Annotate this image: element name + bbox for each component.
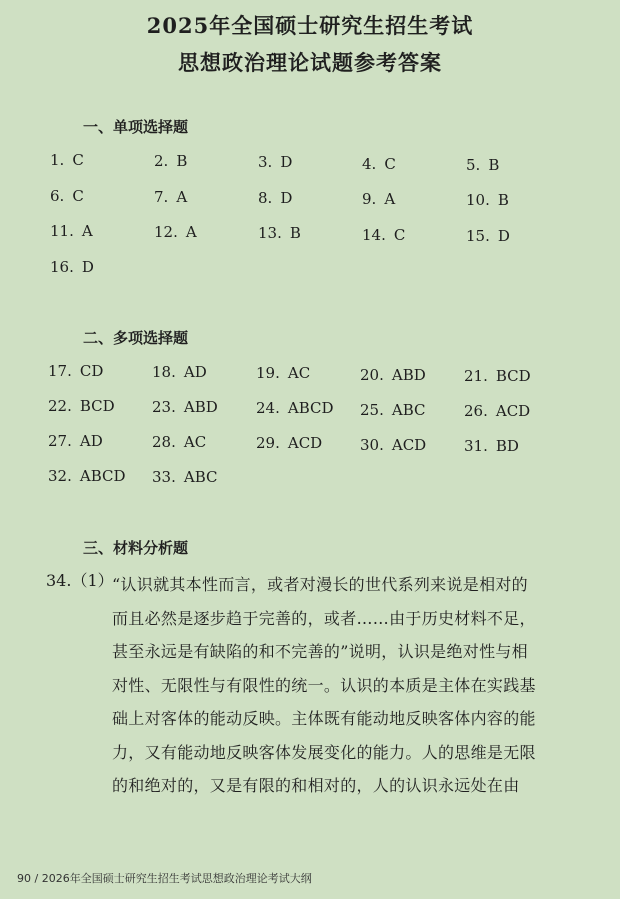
question-number: 32. <box>48 467 72 485</box>
question-number: 23. <box>152 398 176 417</box>
question-34-answer <box>112 568 582 803</box>
question-number: 3. <box>258 153 273 172</box>
page-subtitle: 思想政治理论试题参考答案 <box>178 50 442 75</box>
answer-letter: D <box>280 153 293 172</box>
section-heading-multiple-choice: 二、多项选择题 <box>83 329 189 347</box>
answer-item <box>464 437 519 455</box>
question-number: 10. <box>466 191 490 210</box>
answer-letter: AC <box>287 364 311 383</box>
question-number: 33. <box>152 468 176 487</box>
answer-letter: D <box>497 226 510 245</box>
answer-letter: ACD <box>495 401 531 420</box>
question-number: 21. <box>464 366 488 385</box>
answer-item <box>466 191 509 209</box>
answer-item <box>256 399 334 417</box>
question-number: 15. <box>466 226 490 245</box>
question-number: 9. <box>362 190 377 209</box>
answer-letter: C <box>393 225 406 244</box>
answer-item <box>360 401 425 419</box>
answer-item <box>154 188 187 206</box>
answer-line: 而且必然是逐步趋于完善的，或者……由于历史材料不足， <box>112 608 536 628</box>
answer-letter: ABD <box>391 365 426 384</box>
question-number: 11. <box>50 222 74 240</box>
answer-item <box>50 151 84 169</box>
answer-letter: AC <box>183 433 207 452</box>
question-number: 1. <box>50 151 65 169</box>
section-heading-single-choice: 一、单项选择题 <box>83 118 189 136</box>
question-number: 13. <box>258 224 282 243</box>
question-number: 19. <box>256 364 280 383</box>
answer-letter: D <box>280 188 293 207</box>
question-number: 16. <box>50 257 74 276</box>
answer-letter: ACD <box>287 434 323 453</box>
answer-letter: AD <box>79 432 103 450</box>
answer-letter: ABCD <box>79 467 126 485</box>
answer-letter: A <box>384 190 396 209</box>
question-number: 30. <box>360 435 384 454</box>
answer-item <box>464 402 530 420</box>
page-title: 2025年全国硕士研究生招生考试 <box>146 13 474 38</box>
question-number: 7. <box>154 187 169 206</box>
answer-letter: ABC <box>183 468 218 487</box>
question-number: 5. <box>466 155 481 174</box>
answer-line: 力，又有能动地反映客体发展变化的能力。人的思维是无限 <box>112 742 536 762</box>
question-number: 4. <box>362 154 377 173</box>
question-number: 14. <box>362 225 386 244</box>
answer-item <box>362 190 395 208</box>
question-number: 12. <box>154 223 178 242</box>
answer-letter: B <box>289 224 301 243</box>
question-number: 2. <box>154 152 169 171</box>
question-number: 28. <box>152 433 176 452</box>
question-number: 24. <box>256 399 280 418</box>
answer-item <box>362 226 405 244</box>
answer-letter: BCD <box>495 366 531 385</box>
answer-line: 对性、无限性与有限性的统一。认识的本质是主体在实践基 <box>112 675 536 695</box>
answer-item <box>464 367 531 385</box>
answer-item <box>258 189 292 207</box>
question-34-label: 34.（1） <box>46 571 114 590</box>
answer-item <box>154 152 187 170</box>
answer-item <box>256 434 322 452</box>
question-number: 20. <box>360 365 384 384</box>
question-number: 6. <box>50 186 65 205</box>
answer-letter: AD <box>183 363 207 382</box>
answer-line: 础上对客体的能动反映。主体既有能动地反映客体内容的能 <box>112 709 536 728</box>
answer-letter: B <box>176 152 188 171</box>
answer-letter: C <box>72 151 84 169</box>
answer-item <box>466 227 510 245</box>
question-number: 31. <box>464 436 488 455</box>
answer-letter: A <box>81 222 93 240</box>
section-heading-analysis: 三、材料分析题 <box>83 539 189 557</box>
answer-line: 的和绝对的，又是有限的和相对的，人的认识永远处在由 <box>112 776 520 795</box>
answer-letter: B <box>488 155 500 174</box>
answer-letter: ABD <box>183 398 218 417</box>
answer-item <box>360 366 426 384</box>
answer-letter: A <box>176 187 188 206</box>
answer-item <box>50 222 93 240</box>
answer-letter: C <box>384 154 396 173</box>
answer-line: 甚至永远是有缺陷的和不完善的”说明，认识是绝对性与相 <box>112 642 528 661</box>
answer-letter: A <box>185 223 197 242</box>
answer-item <box>50 187 84 205</box>
answer-letter: ABCD <box>287 399 334 418</box>
answer-item <box>152 398 218 416</box>
answer-item <box>258 153 292 171</box>
page-footer: 90 / 2026年全国硕士研究生招生考试思想政治理论考试大纲 <box>17 872 312 885</box>
question-number: 29. <box>256 434 280 453</box>
question-number: 27. <box>48 432 72 450</box>
answer-item <box>48 467 126 485</box>
answer-item <box>360 436 426 454</box>
answer-item <box>152 468 217 486</box>
answer-item <box>50 258 94 276</box>
answer-letter: D <box>81 257 94 276</box>
question-number: 22. <box>48 397 72 415</box>
answer-item <box>152 363 207 381</box>
answer-item <box>152 433 206 451</box>
answer-letter: BCD <box>79 397 115 415</box>
answer-letter: CD <box>79 362 104 380</box>
answer-letter: B <box>497 191 509 210</box>
answer-item <box>258 224 301 242</box>
question-number: 17. <box>48 362 72 380</box>
question-number: 26. <box>464 401 488 420</box>
answer-letter: ACD <box>391 435 427 454</box>
answer-item <box>48 362 103 380</box>
answer-item <box>362 155 396 173</box>
answer-item <box>256 364 310 382</box>
question-number: 25. <box>360 400 384 419</box>
answer-letter: C <box>72 186 84 205</box>
answer-item <box>154 223 197 241</box>
answer-letter: ABC <box>391 400 426 419</box>
answer-line: “认识就其本性而言，或者对漫长的世代系列来说是相对的 <box>112 575 528 594</box>
question-number: 18. <box>152 363 176 382</box>
answer-letter: BD <box>495 436 519 455</box>
answer-item <box>48 432 103 450</box>
question-number: 8. <box>258 188 273 207</box>
answer-item <box>48 397 115 415</box>
answer-item <box>466 156 499 174</box>
